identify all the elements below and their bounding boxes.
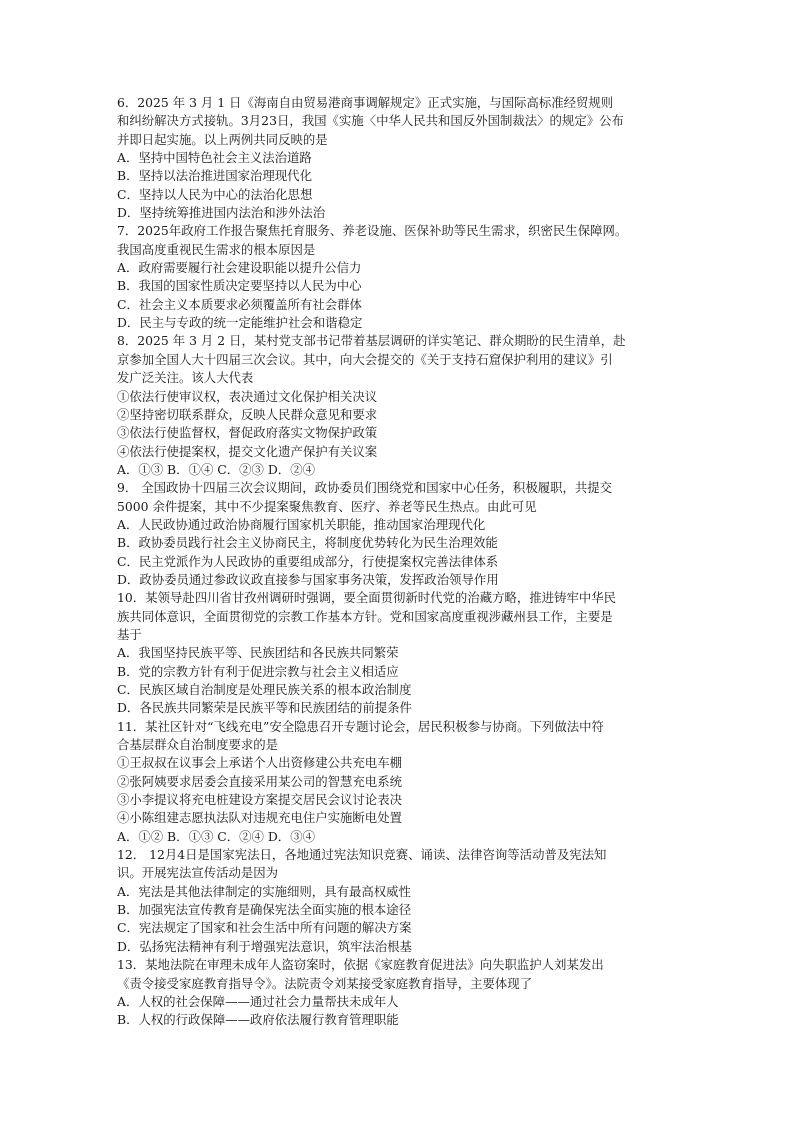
answer-option: A．我国坚持民族平等、民族团结和各民族共同繁荣	[117, 645, 399, 661]
question-stem-line: 京参加全国人大十四届三次会议。其中，向大会提交的《关于支持石窟保护利用的建议》引	[117, 351, 613, 367]
question-stem-line: 识。开展宪法宣传活动是因为	[117, 865, 279, 881]
answer-option: C．坚持以人民为中心的法治化思想	[117, 186, 313, 202]
question-stem-line: 和纠纷解决方式接轨。3月23日，我国《实施〈中华人民共和国反外国制裁法〉的规定》公布	[117, 113, 624, 129]
question-stem-line: 7．2025年政府工作报告聚焦托育服务、养老设施、医保补助等民生需求，织密民生保障网。	[117, 223, 628, 239]
question-11	[117, 718, 679, 846]
answer-option: D．坚持统筹推进国内法治和涉外法治	[117, 205, 326, 221]
answer-option: ④小陈组建志愿执法队对违规充电住户实施断电处置	[117, 810, 402, 826]
question-stem-line: 族共同体意识，全面贯彻党的宗教工作基本方针。党和国家高度重视涉藏州县工作，主要是	[117, 608, 613, 624]
answer-option: C．民主党派作为人民政协的重要组成部分，行使提案权完善法律体系	[117, 553, 499, 569]
question-stem-line: 《责令接受家庭教育指导令》。法院责令刘某接受家庭教育指导，主要体现了	[117, 975, 533, 991]
answer-option: A．人权的社会保障——通过社会力量帮扶未成年人	[117, 993, 399, 1009]
question-stem-line: 并即日起实施。以上两例共同反映的是	[117, 131, 328, 147]
answer-option: ④依法行使提案权，提交文化遗产保护有关议案	[117, 443, 378, 459]
answer-option: D．民主与专政的统一定能维护社会和谐稳定	[117, 315, 363, 331]
question-stem-line: 8．2025 年 3 月 2 日，某村党支部书记带着基层调研的详实笔记、群众期盼的民生清单，赴	[117, 333, 626, 349]
answer-option: B．政协委员践行社会主义协商民主，将制度优势转化为民生治理效能	[117, 535, 498, 551]
question-7	[117, 222, 679, 332]
answer-option: B．坚持以法治推进国家治理现代化	[117, 168, 312, 184]
answer-option: ①依法行使审议权，表决通过文化保护相关决议	[117, 388, 378, 404]
answer-option: A．政府需要履行社会建设职能以提升公信力	[117, 260, 362, 276]
question-13	[117, 956, 679, 1029]
answer-option: C．社会主义本质要求必须覆盖所有社会群体	[117, 296, 362, 312]
question-stem-line: 9． 全国政协十四届三次会议期间，政协委员们围绕党和国家中心任务，积极履职，共提交	[117, 480, 613, 496]
question-stem-line: 发广泛关注。该人大代表	[117, 370, 254, 386]
answer-option: A．人民政协通过政治协商履行国家机关职能，推动国家治理现代化	[117, 516, 486, 532]
answer-option: D．政协委员通过参政议政直接参与国家事务决策，发挥政治领导作用	[117, 571, 499, 587]
question-9	[117, 479, 679, 589]
answer-option: B．人权的行政保障——政府依法履行教育管理职能	[117, 1012, 399, 1028]
answer-option: B．党的宗教方针有利于促进宗教与社会主义相适应	[117, 663, 399, 679]
question-8	[117, 332, 679, 479]
answer-option: ②张阿姨要求居委会直接采用某公司的智慧充电系统	[117, 773, 402, 789]
exam-page	[117, 94, 679, 1030]
answer-option: ③小李提议将充电桩建设方案提交居民会议讨论表决	[117, 792, 402, 808]
question-stem-line: 我国高度重视民生需求的根本原因是	[117, 241, 316, 257]
question-stem-line: 12． 12月4日是国家宪法日，各地通过宪法知识竞赛、诵读、法律咨询等活动普及宪法知	[117, 847, 607, 863]
answer-option: B．加强宪法宣传教育是确保宪法全面实施的根本途径	[117, 902, 412, 918]
answer-option: C．民族区域自治制度是处理民族关系的根本政治制度	[117, 682, 412, 697]
answer-option: ②坚持密切联系群众，反映人民群众意见和要求	[117, 406, 378, 422]
answer-option: D．各民族共同繁荣是民族平等和民族团结的前提条件	[117, 700, 412, 716]
answer-option: A．宪法是其他法律制定的实施细则，具有最高权威性	[117, 883, 411, 899]
answer-option: ③依法行使监督权，督促政府落实文物保护政策	[117, 425, 378, 441]
question-stem-line: 5000 余件提案，其中不少提案聚焦教育、医疗、养老等民生热点。由此可见	[117, 498, 537, 514]
question-stem-line: 合基层群众自治制度要求的是	[117, 737, 279, 753]
answer-option: A．①③ B．①④ C．②③ D．②④	[117, 461, 315, 477]
question-stem-line: 6．2025 年 3 月 1 日《海南自由贸易港商事调解规定》正式实施，与国际高标准经贸规则	[117, 95, 614, 110]
answer-option: A．坚持中国特色社会主义法治道路	[117, 150, 312, 166]
answer-option: B．我国的国家性质决定要坚持以人民为中心	[117, 278, 362, 294]
question-stem-line: 基于	[117, 626, 142, 642]
question-12	[117, 846, 679, 956]
answer-option: A．①② B．①③ C．②④ D．③④	[117, 828, 315, 844]
question-stem-line: 13．某地法院在审理未成年人盗窃案时，依据《家庭教育促进法》向失职监护人刘某发出	[117, 957, 604, 973]
answer-option: ①王叔叔在议事会上承诺个人出资修建公共充电车棚	[117, 755, 402, 771]
question-6	[117, 94, 679, 222]
question-stem-line: 10．某领导赴四川省甘孜州调研时强调，要全面贯彻新时代党的治藏方略，推进铸牢中华民	[117, 590, 617, 606]
answer-option: D．弘扬宪法精神有利于增强宪法意识，筑牢法治根基	[117, 938, 412, 954]
answer-option: C．宪法规定了国家和社会生活中所有问题的解决方案	[117, 920, 412, 936]
question-10	[117, 589, 679, 717]
question-stem-line: 11．某社区针对“飞线充电”安全隐患召开专题讨论会，居民积极参与协商。下列做法中符	[117, 718, 604, 734]
